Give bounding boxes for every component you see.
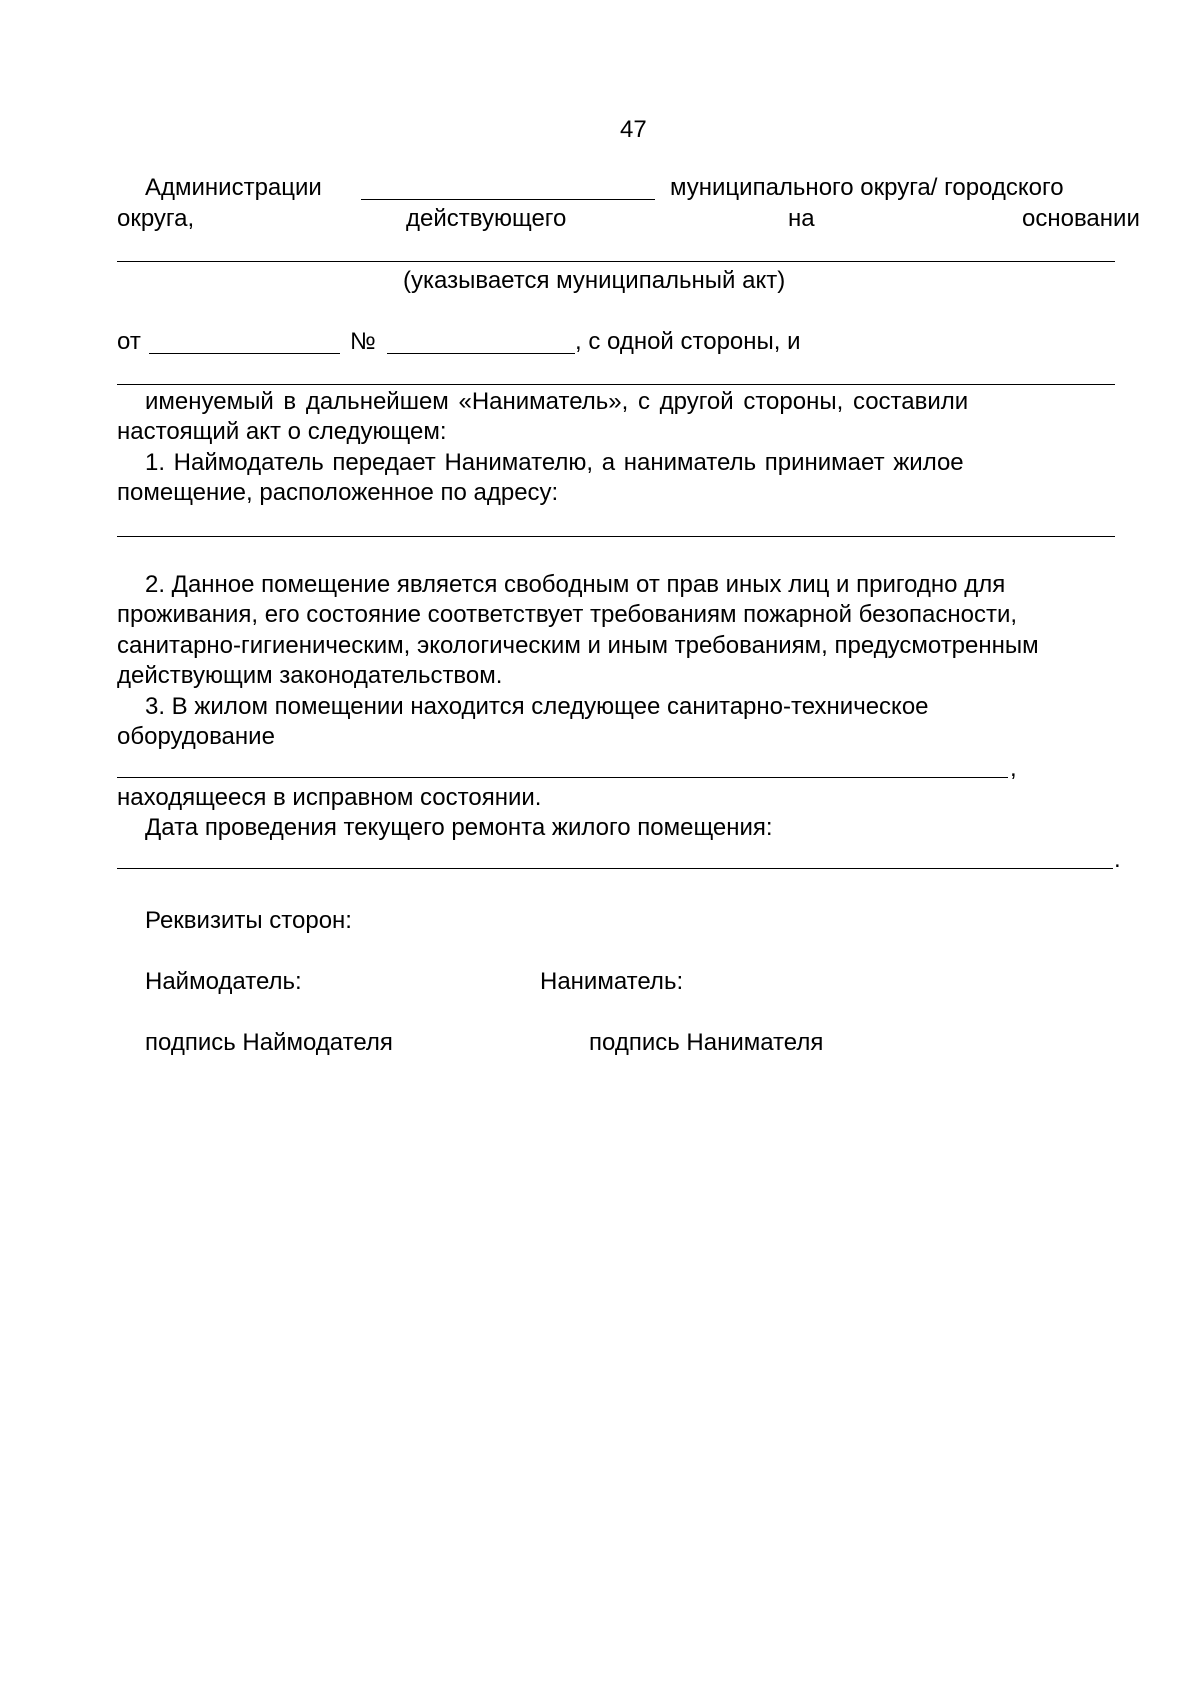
- repair-date-label: Дата проведения текущего ремонта жилого помещения:: [145, 814, 773, 841]
- item-1-line-1: 1. Наймодатель передает Нанимателю, а наниматель принимает жилое: [145, 449, 964, 476]
- item-3-line-2: оборудование: [117, 723, 275, 750]
- tenant-line-2: настоящий акт о следующем:: [117, 418, 447, 445]
- item-2-line-3: санитарно-гигиеническим, экологическим и иным требованиям, предусмотренным: [117, 632, 1039, 659]
- municipal-act-blank: [117, 261, 1115, 262]
- item-2-line-2: проживания, его состояние соответствует требованиям пожарной безопасности,: [117, 601, 1018, 628]
- municipal-act-caption: (указывается муниципальный акт): [403, 267, 786, 294]
- repair-date-blank: [117, 868, 1113, 869]
- good-condition-text: находящееся в исправном состоянии.: [117, 784, 542, 811]
- equipment-blank: [117, 777, 1008, 778]
- item-3-line-1: 3. В жилом помещении находится следующее санитарно-техническое: [145, 693, 929, 720]
- landlord-signature: подпись Наймодателя: [145, 1029, 393, 1056]
- basis-word: основании: [1022, 205, 1140, 232]
- administration-label: Администрации: [145, 174, 322, 201]
- item-1-line-2: помещение, расположенное по адресу:: [117, 479, 559, 506]
- repair-date-dot: .: [1114, 846, 1121, 873]
- tenant-signature: подпись Нанимателя: [589, 1029, 824, 1056]
- act-date-blank: [149, 353, 340, 354]
- tenant-name-blank: [117, 384, 1115, 385]
- address-blank: [117, 536, 1115, 537]
- acting-word: действующего: [406, 205, 567, 232]
- number-sign: №: [350, 328, 376, 355]
- from-word: от: [117, 328, 141, 355]
- municipal-district-text: муниципального округа/ городского: [670, 174, 1064, 201]
- act-number-blank: [387, 353, 575, 354]
- administration-name-blank: [361, 199, 655, 200]
- requisites-heading: Реквизиты сторон:: [145, 907, 352, 934]
- one-side-text: , с одной стороны, и: [575, 328, 801, 355]
- item-2-line-1: 2. Данное помещение является свободным от прав иных лиц и пригодно для: [145, 571, 1006, 598]
- tenant-label: Наниматель:: [540, 968, 684, 995]
- district-word: округа,: [117, 205, 195, 232]
- item-2-line-4: действующим законодательством.: [117, 662, 503, 689]
- on-word: на: [788, 205, 815, 232]
- page-number: 47: [620, 116, 647, 143]
- landlord-label: Наймодатель:: [145, 968, 302, 995]
- equipment-comma: ,: [1010, 755, 1017, 782]
- tenant-line-1: именуемый в дальнейшем «Наниматель», с другой стороны, составили: [145, 388, 969, 415]
